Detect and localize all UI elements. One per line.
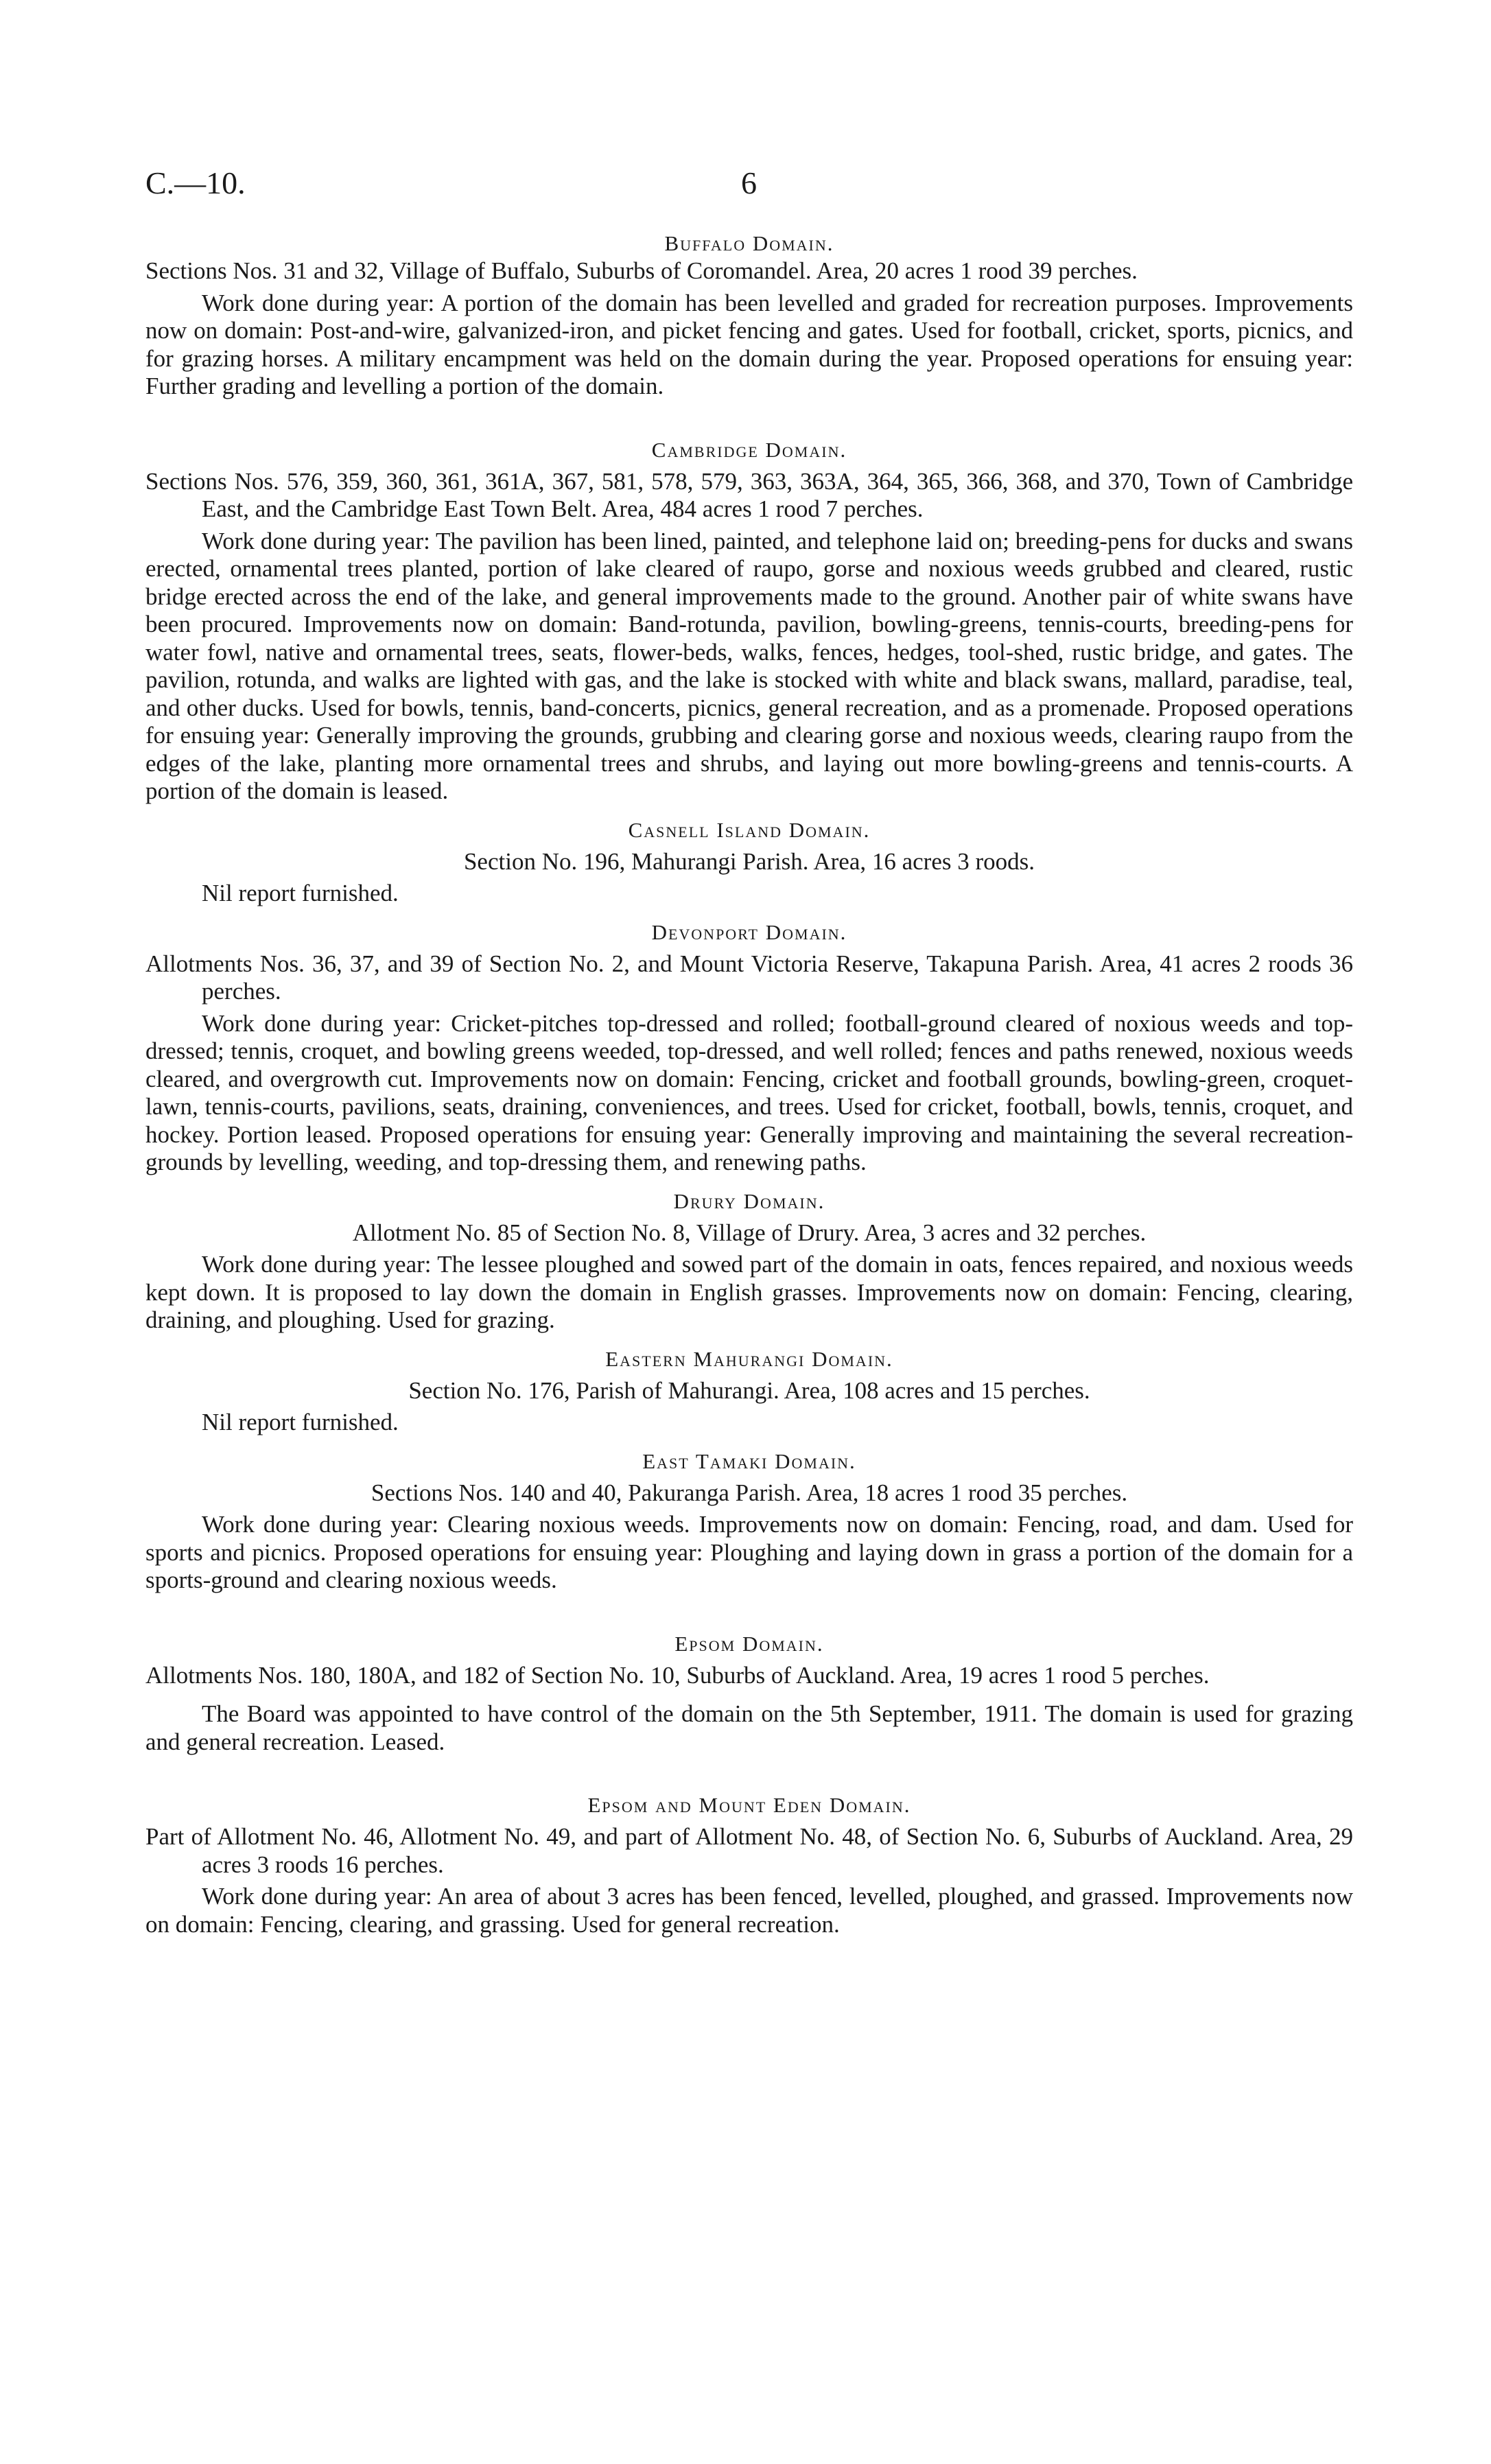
section-title-casnell-island: Casnell Island Domain. [628, 817, 871, 842]
section-description-casnell-island: Section No. 196, Mahurangi Parish. Area, 16 acres 3 roods. [463, 847, 1035, 875]
report-code: C.—10. [145, 165, 246, 200]
section-paragraph-buffalo: Work done during year: A portion of the domain has been levelled and graded for recreation purposes. Improvements now on domain: Post-and-wire, galvanized-iron, and picket fencing and gates. Used for football, cricket, sports, picnics, and for grazing horses. A military encampment was held on the domain during the year. Proposed operations for ensuing year: Further grading and levelling a portion of the domain. [145, 289, 1353, 399]
section-description-epsom: Allotments Nos. 180, 180A, and 182 of Section No. 10, Suburbs of Auckland. Area, 19 acres 1 rood 5 perches. [145, 1661, 1210, 1689]
section-paragraph-cambridge: Work done during year: The pavilion has been lined, painted, and telephone laid on; breeding-pens for ducks and swans erected, ornamental trees planted, portion of lake cleared of raupo, gorse and noxious weeds grubbed and cleared, rustic bridge erected across the end of the lake, and general improvements made to the ground. Another pair of white swans have been procured. Improvements now on domain: Band-rotunda, pavilion, bowling-greens, tennis-courts, breeding-pens for water fowl, native and ornamental trees, seats, flower-beds, walks, fences, hedges, tool-shed, rustic bridge, and gates. The pavilion, rotunda, and walks are lighted with gas, and the lake is stocked with white and black swans, mallard, paradise, teal, and other ducks. Used for bowls, tennis, band-concerts, picnics, general recreation, and as a promenade. Proposed operations for ensuing year: Generally improving the grounds, grubbing and clearing gorse and noxious weeds, clearing raupo from the edges of the lake, planting more ornamental trees and shrubs, and laying out more bowling-greens and tennis-courts. A portion of the domain is leased. [145, 527, 1353, 804]
section-paragraph-devonport: Work done during year: Cricket-pitches top-dressed and rolled; football-ground cleared of noxious weeds and top-dressed; tennis, croquet, and bowling greens weeded, top-dressed, and well rolled; fences and paths renewed, noxious weeds cleared, and overgrowth cut. Improvements now on domain: Fencing, cricket and football grounds, bowling-green, croquet-lawn, tennis-courts, pavilions, seats, draining, conveniences, and trees. Used for cricket, football, bowls, tennis, croquet, and hockey. Portion leased. Proposed operations for ensuing year: Generally improving and maintaining the several recreation-grounds by levelling, weeding, and top-dressing them, and renewing paths. [145, 1009, 1353, 1175]
section-description-cambridge: Sections Nos. 576, 359, 360, 361, 361A, 367, 581, 578, 579, 363, 363A, 364, 365, 366, 368, and 370, Town of Cambridge East, and the Cambridge East Town Belt. Area, 484 acres 1 rood 7 perches. [145, 467, 1353, 522]
section-description-buffalo: Sections Nos. 31 and 32, Village of Buffalo, Suburbs of Coromandel. Area, 20 acres 1 rood 39 perches. [145, 257, 1138, 284]
section-description-epsom-mount-eden: Part of Allotment No. 46, Allotment No. 49, and part of Allotment No. 48, of Section No. 6, Suburbs of Auckland. Area, 29 acres 3 roods 16 perches. [145, 1823, 1353, 1878]
section-paragraph-epsom: The Board was appointed to have control of the domain on the 5th September, 1911. The domain is used for grazing and general recreation. Leased. [145, 1700, 1353, 1755]
page-number: 6 [741, 165, 757, 200]
section-paragraph-east-tamaki: Work done during year: Clearing noxious weeds. Improvements now on domain: Fencing, road, and dam. Used for sports and picnics. Proposed operations for ensuing year: Ploughing and laying down in grass a portion of the domain for a sports-ground and clearing noxious weeds. [145, 1511, 1353, 1593]
section-paragraph-epsom-mount-eden: Work done during year: An area of about 3 acres has been fenced, levelled, ploughed, and grassed. Improvements now on domain: Fencing, clearing, and grassing. Used for general recreation. [145, 1883, 1353, 1938]
section-description-east-tamaki: Sections Nos. 140 and 40, Pakuranga Parish. Area, 18 acres 1 rood 35 perches. [371, 1479, 1128, 1506]
section-title-devonport: Devonport Domain. [651, 919, 847, 944]
section-title-buffalo: Buffalo Domain. [664, 231, 834, 255]
section-title-east-tamaki: East Tamaki Domain. [642, 1448, 856, 1473]
section-title-epsom-mount-eden: Epsom and Mount Eden Domain. [587, 1793, 911, 1817]
section-description-eastern-mahurangi: Section No. 176, Parish of Mahurangi. Area, 108 acres and 15 perches. [408, 1376, 1090, 1404]
section-paragraph-eastern-mahurangi: Nil report furnished. [202, 1409, 399, 1435]
page-body [145, 230, 1353, 1938]
section-paragraph-drury: Work done during year: The lessee ploughed and sowed part of the domain in oats, fences repaired, and noxious weeds kept down. It is proposed to lay down the domain in English grasses. Improvements now on domain: Fencing, clearing, draining, and ploughing. Used for grazing. [145, 1251, 1353, 1333]
section-description-devonport: Allotments Nos. 36, 37, and 39 of Section No. 2, and Mount Victoria Reserve, Takapuna Parish. Area, 41 acres 2 roods 36 perches. [145, 950, 1353, 1005]
section-title-epsom: Epsom Domain. [674, 1631, 824, 1656]
section-title-cambridge: Cambridge Domain. [651, 437, 847, 462]
section-title-eastern-mahurangi: Eastern Mahurangi Domain. [605, 1346, 893, 1371]
section-title-drury: Drury Domain. [673, 1188, 825, 1213]
section-description-drury: Allotment No. 85 of Section No. 8, Village of Drury. Area, 3 acres and 32 perches. [352, 1219, 1147, 1246]
section-paragraph-casnell-island: Nil report furnished. [202, 880, 399, 906]
